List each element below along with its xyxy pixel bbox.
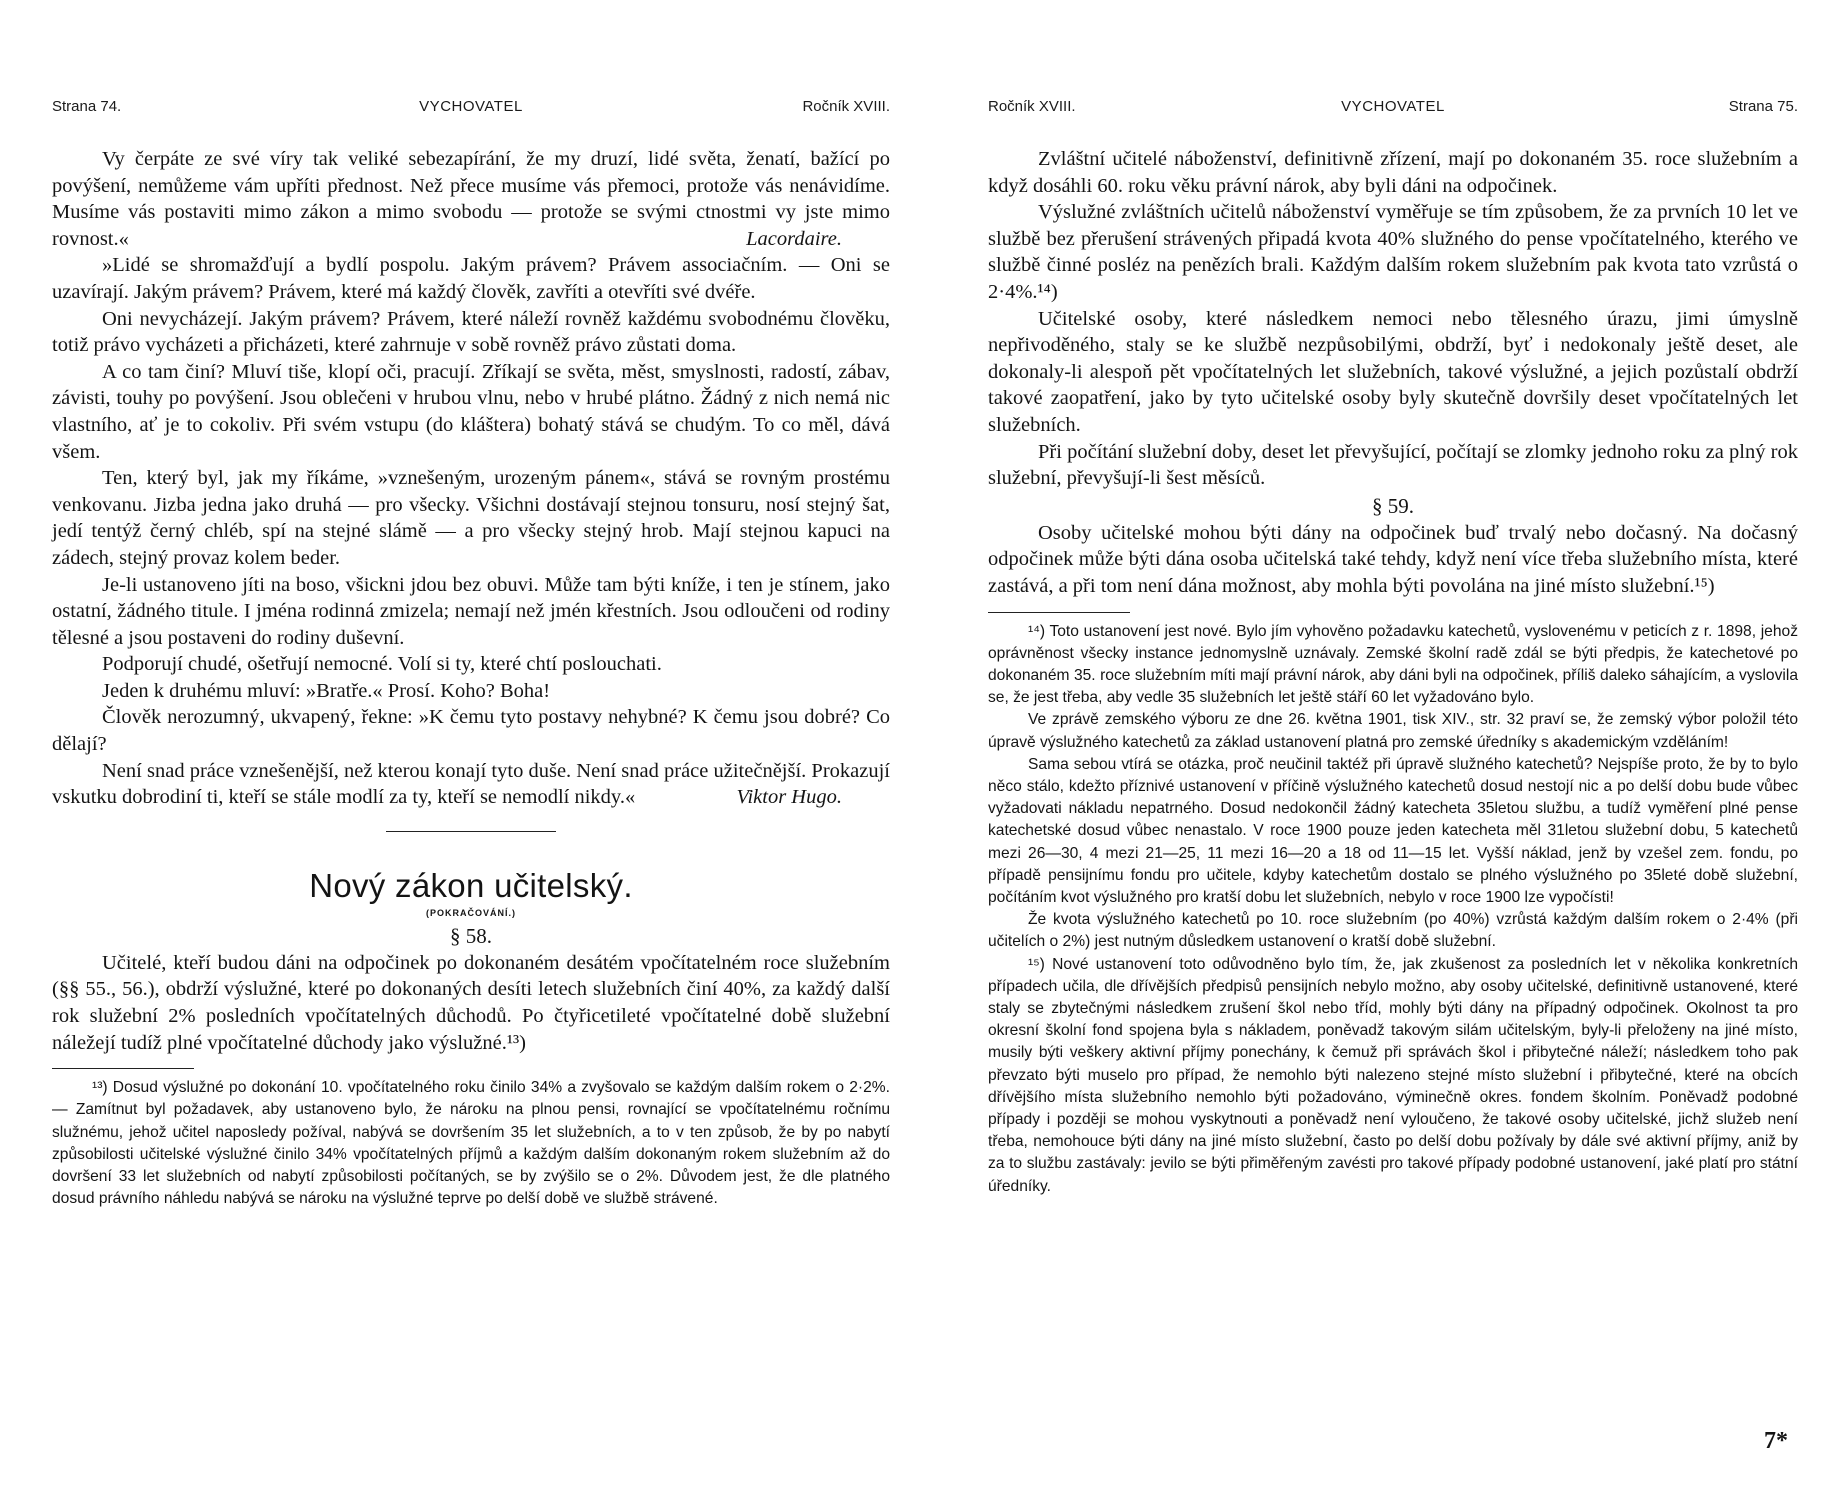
article-title: Nový zákon učitelský.: [309, 866, 633, 904]
paragraph: Jeden k druhému mluví: »Bratře.« Prosí. Koho? Boha!: [102, 679, 551, 702]
signature: Lacordaire.: [746, 227, 842, 250]
left-page: [52, 0, 890, 1500]
footnote-paragraph: Ve zprávě zemského výboru ze dne 26. května 1901, tisk XIV., str. 32 praví se, že zemský výbor položil této úpravě výslužného katechetů za základ ustanovení platná pro zemské úředníky s akademickým vzděláním!: [988, 711, 1798, 751]
paragraph: Vy čerpáte ze své víry tak veliké sebezapírání, že my druzí, lidé světa, ženatí, bažící po povýšení, nemůžeme vám upříti přednost. Než přece musíme vás přemoci, protože vás nenávidíme. Musíme vás postaviti mimo zákon a mimo svobodu — protože se svými ctnostmi vy jste mimo rovnost.« Lacordaire.: [52, 146, 890, 252]
left-page-body: [52, 146, 890, 1210]
left-volume: Ročník XVIII.: [802, 98, 890, 115]
paragraph: Ten, který byl, jak my říkáme, »vznešeným, urozeným pánem«, stává se rovným prostému venkovanu. Jizba jedna jako druhá — pro všecky. Všichni dostávají stejnou tonsuru, nosí stejný šat, jedí tentýž černý chléb, spí na stejné slámě — a pro všecky stejný hrob. Mají stejnou kapuci na zádech, stejný provaz kolem beder.: [52, 467, 890, 569]
paragraph: Učitelé, kteří budou dáni na odpočinek po dokonaném desátém vpočítatelném roce služebním (§§ 55., 56.), obdrží výslužné, které po dokonaných desíti letech služebních činí 40%, za každý další rok služební 2% posledních vpočítatelných důchodů. Po čtyřicetileté vpočítatelné době služební náležejí tudíž plné vpočítatelné důchody jako výslužné.¹³): [52, 951, 890, 1054]
paragraph: Osoby učitelské mohou býti dány na odpočinek buď trvalý nebo dočasný. Na dočasný odpočinek může býti dána osoba učitelská také tehdy, když není více třeba služebního místa, které zastává, a při tom není dána možnost, aby mohla býti povolána na jiné místo služební.¹⁵): [988, 521, 1798, 597]
section-heading: § 58.: [450, 923, 492, 948]
signature: Viktor Hugo.: [736, 786, 842, 809]
footnote-paragraph: Sama sebou vtírá se otázka, proč neučinil taktéž při úpravě služného katechetů? Nejspíše proto, že by to bylo něco stálo, kdežto příznivé ustanovení v příčině výslužného katechetů dosud nestojí nic a po delší dobu bude vůbec vyžadovati nákladu nepatrného. Dosud nedokončil žádný katecheta 35letou službu, a tudíž vyměření plné pense katechetské dosud vůbec nenastalo. V roce 1900 pouze jeden katecheta měl 31letou služební dobu, 5 katechetů mezi 26—30, 4 mezi 21—25, 11 mezi 16—20 a 18 od 11—15 let. Vyšší náklad, jenž by vzešel zem. fondu, po případě pensijnímu fondu pro učitele, kdyby katechetům dostalo se plného výslužného po 35leté době služební, počítáním kvot výslužného pro kratší dobu let služebních, nebylo v roce 1900 lze vypočísti!: [988, 755, 1798, 906]
footnote: ¹³) Dosud výslužné po dokonání 10. vpočítatelného roku činilo 34% a zvyšovalo se každým dalším rokem o 2·2%. — Zamítnut byl požadavek, aby ustanoveno bylo, že nároku na plnou pensi, rovnající se vpočítatelnému ročnímu služnému, jehož učitel naposledy požíval, nabývá se dovršením 35 let služebních, a to v ten způsob, že by po nabytí způsobilosti učitelské výslužné činilo 34% vpočítatelných příjmů a každým dalším dokonaným rokem služebním až do dovršení 33 let služebních od nabytí způsobilosti počítaných, se by zvýšilo se o 2%. Důvodem jest, že dle platného dosud právního náhledu nabývá se nároku na výslužné teprve po delší době ve službě strávené.: [52, 1079, 890, 1208]
right-volume: Ročník XVIII.: [988, 98, 1076, 115]
left-journal-title: VYCHOVATEL: [419, 98, 523, 115]
right-page-body: [988, 146, 1798, 1198]
paragraph: Při počítání služební doby, deset let převyšující, počítají se zlomky jednoho roku za plný rok služební, převyšují-li šest měsíců.: [988, 440, 1798, 490]
right-journal-title: VYCHOVATEL: [1341, 98, 1445, 115]
right-page: [988, 0, 1798, 1500]
right-running-header: [988, 98, 1798, 118]
left-running-header: [52, 98, 890, 118]
footnote-divider: [988, 612, 1130, 613]
paragraph: Je-li ustanoveno jíti na boso, všickni jdou bez obuvi. Může tam býti kníže, i ten je stínem, jako ostatní, žádného titule. I jména rodinná zmizela; nemají než jmén křestních. Jsou odloučeni od rodiny tělesné a jsou postaveni do rodiny duševní.: [52, 573, 890, 649]
paragraph: Podporují chudé, ošetřují nemocné. Volí si ty, které chtí poslouchati.: [102, 653, 662, 676]
section-heading: § 59.: [1372, 493, 1414, 518]
paragraph: Učitelské osoby, které následkem nemoci nebo tělesného úrazu, jimi úmyslně nepřivoděného, staly se ke službě nezpůsobilými, obdrží, byť i nedokonaly ještě deset, ale dokonaly-li alespoň pět vpočítatelných let služebních, takové výslužné, a jejich pozůstalí obdrží takové zaopatření, jako by tyto učitelské osoby byly skutečně dovršily deset vpočítatelných let služebních.: [988, 307, 1798, 436]
article-subtitle: (POKRAČOVÁNÍ.): [426, 907, 516, 918]
paragraph: Výslužné zvláštních učitelů náboženství vyměřuje se tím způsobem, že za prvních 10 let ve službě bez přerušení strávených připadá kvota 40% služného do pense vpočítatelného, kterého ve službě činné posléz na penězích brali. Každým dalším rokem služebním pak kvota tato vzrůstá o 2·4%.¹⁴): [988, 201, 1798, 303]
footnote-divider: [52, 1068, 194, 1069]
paragraph: Oni nevycházejí. Jakým právem? Právem, které náleží rovněž každému svobodnému člověku, totiž právo vycházeti a přicházeti, které zahrnuje v sobě rovněž právo zůstati doma.: [52, 307, 890, 357]
footnote: ¹⁴) Toto ustanovení jest nové. Bylo jím vyhověno požadavku katechetů, vyslovenému v peticích z r. 1898, jehož oprávněnost všecky instance jednomyslně uznávaly. Zemské školní radě zdál se býti předpis, že katechetové po dokonaném 35. roce služebním míti mají právní nárok, aby dáni byli na odpočinek, příliš daleko sáhajícím, a vyslovila se, že jest třeba, aby vedle 35 služebních let ještě stáří 60 let vyžadováno bylo.: [988, 622, 1798, 707]
left-page-number: Strana 74.: [52, 98, 122, 115]
paragraph: A co tam činí? Mluví tiše, klopí oči, pracují. Zříkají se světa, měst, smyslnosti, radostí, zábav, závisti, touhy po povýšení. Jsou oblečeni v hrubou vlnu, nebo v hrubé plátno. Žádný z nich nemá nic vlastního, ať je to cokoliv. Při svém vstupu (do kláštera) bohatý stává se chudým. To co měl, dává všem.: [52, 360, 890, 463]
footnote: ¹⁵) Nové ustanovení toto odůvodněno bylo tím, že, jak zkušenost za posledních let v několika konkretních případech učila, dle dřívějších předpisů pensijních nebylo možno, aby osoby učitelské, definitivně ustanovené, které staly se zbytečnými následkem zrušení škol nebo tříd, mohly býti dány na případný odpočinek. Okolnost ta pro okresní školní fond spojena byla s nákladem, poněvadž takovým silám učitelským, byly-li přeloženy na jiné místo, musily býti veškery aktivní příjmy ponechány, k čemuž při správách škol i přibytečné náleží; následkem toho pak převzato býti muselo pro případ, že nemohlo býti nalezeno stejné místo služební i přibytečné, které na obcích dřívějšího místa služebního nemohlo býti požadováno, výminečně okres. fondem školním. Poněvadž podobné případy i později se mohou vyskytnouti a poněvadž není vyloučeno, že takové osoby učitelské, jichž služeb není třeba, nemohouce býti dány na jiné místo služební, často po delší dobu požívaly by dále své aktivní příjmy, aniž by za to službu zastávaly: jevilo se býti přiměřeným zavésti pro takové případy podobné ustanovení, jaké platí pro státní úředníky.: [988, 955, 1798, 1195]
paragraph: Člověk nerozumný, ukvapený, řekne: »K čemu tyto postavy nehybné? K čemu jsou dobré? Co dělají?: [52, 706, 890, 756]
paragraph: Zvláštní učitelé náboženství, definitivně zřízení, mají po dokonaném 35. roce služebním a když dosáhli 60. roku věku právní nárok, aby byli dáni na odpočinek.: [988, 148, 1798, 197]
right-page-number: Strana 75.: [1728, 98, 1798, 115]
signature-mark: 7*: [1764, 1428, 1788, 1454]
divider: [386, 831, 556, 832]
footnote-paragraph: Že kvota výslužného katechetů po 10. roce služebním (po 40%) vzrůstá každým dalším rokem o 2·4% (při učitelích o 2%) jest nutným důsledkem ustanovení o kratší době služební.: [988, 911, 1798, 951]
paragraph: »Lidé se shromažďují a bydlí pospolu. Jakým právem? Právem associačním. — Oni se uzavírají. Jakým právem? Právem, které má každý člověk, zavříti a otevříti své dvéře.: [52, 254, 890, 303]
paragraph: Není snad práce vznešenější, než kterou konají tyto duše. Není snad práce užitečnější. Prokazují vskutku dobrodiní ti, kteří se stále modlí za ty, kteří se nemodlí nikdy.« Viktor Hugo.: [52, 758, 890, 811]
